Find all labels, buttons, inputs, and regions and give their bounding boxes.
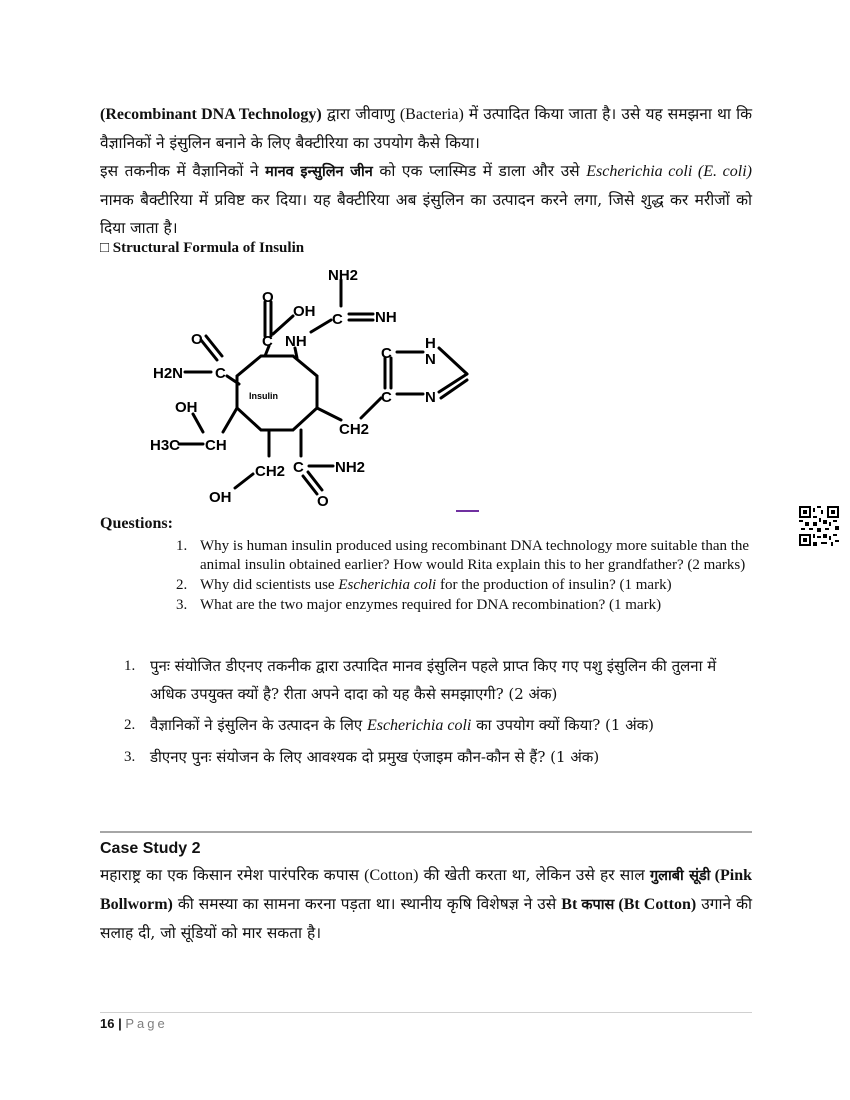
case-study-2-paragraph: महाराष्ट्र का एक किसान रमेश पारंपरिक कपास (Cotton) की खेती करता था, लेकिन उसे हर साल गुलाबी सूंडी (Pink Bollworm) की समस्या का सामना करना पड़ता था। स्थानीय कृषि विशेषज्ञ ने उसे Bt कपास (Bt Cotton) उगाने की सलाह दी, जो सूंडियों को मार सकता है।: [100, 866, 752, 942]
oh-top-label: OH: [293, 303, 316, 320]
list-item: 3. डीएनए पुनः संयोजन के लिए आवश्यक दो प्रमुख एंजाइम कौन-कौन से हैं? (1 अंक): [124, 748, 600, 766]
list-item: 1. पुनः संयोजित डीएनए तकनीक द्वारा उत्पादित मानव इंसुलिन पहले प्राप्त किए गए पशु इंसुलिन की तुलना में अधिक उपयुक्त क्यों है? रीता अपने दादा को यह कैसे समझाएगी? (2 अंक): [124, 657, 717, 703]
list-item: 1. Why is human insulin produced using recombinant DNA technology more suitable than the animal insulin obtained earlier? How would Rita explain this to her grandfather? (2 marks): [176, 538, 750, 573]
c-imine-label: C: [332, 311, 343, 328]
n-imid1-label: N: [425, 351, 436, 368]
hindi-questions-list: [124, 652, 756, 774]
list-item: 2. Why did scientists use Escherichia coli for the production of insulin? (1 mark): [176, 577, 672, 593]
oh-bottom-label: OH: [209, 489, 232, 506]
ring-label: Insulin: [249, 391, 278, 401]
intro-paragraph: (Recombinant DNA Technology) द्वारा जीवाणु (Bacteria) में उत्पादित किया जाता है। उसे यह समझना था कि वैज्ञानिकों ने इंसुलिन बनाने के लिए बैक्टीरिया का उपयोग कैसे किया। इस तकनीक में वैज्ञानिकों ने मानव इन्सुलिन जीन को एक प्लास्मिड में डाला और उसे Escherichia coli (E. coli) नामक बैक्टीरिया में प्रविष्ट कर दिया। यह बैक्टीरिया अब इंसुलिन का उत्पादन करने लगा, जिसे शुद्ध कर मरीजों को दिया जाता है।: [100, 105, 752, 237]
questions-title: Questions:: [100, 515, 173, 532]
list-item: 3. What are the two major enzymes required for DNA recombination? (1 mark): [176, 597, 662, 613]
insulin-structure-diagram: [145, 262, 485, 512]
nh-imine-label: NH: [375, 309, 397, 326]
list-item: 2. वैज्ञानिकों ने इंसुलिन के उत्पादन के लिए Escherichia coli का उपयोग क्यों किया? (1 अंक): [124, 716, 655, 734]
case-study-2-title: Case Study 2: [100, 840, 201, 857]
ch2-bottom-label: CH2: [255, 463, 286, 480]
page-footer: 16 | Page: [100, 1016, 168, 1031]
nh2-bottom-label: NH2: [335, 459, 366, 476]
h2n-label: H2N: [153, 365, 184, 382]
page-label: Page: [125, 1016, 168, 1031]
ch-left-label: CH: [205, 437, 227, 454]
c-imid2-label: C: [381, 389, 392, 406]
nh-ring-label: NH: [285, 333, 307, 350]
page-number: 16: [100, 1016, 115, 1031]
c-top-label: C: [262, 333, 273, 350]
o-bottom-label: O: [317, 493, 329, 510]
c-imid1-label: C: [381, 345, 392, 362]
nh2-top-label: NH2: [328, 267, 359, 284]
c-bottom-label: C: [293, 459, 304, 476]
qr-code-icon: [799, 506, 839, 546]
o-left-label: O: [191, 331, 203, 348]
structure-heading: □ Structural Formula of Insulin: [100, 240, 305, 256]
ch2-right-label: CH2: [339, 421, 370, 438]
h3c-label: H3C: [150, 437, 181, 454]
h-imid-label: H: [425, 335, 436, 352]
n-imid2-label: N: [425, 389, 436, 406]
human-insulin-gene-term: मानव इन्सुलिन जीन: [265, 164, 373, 180]
section-divider: [100, 831, 752, 833]
c-left-label: C: [215, 365, 226, 382]
english-questions-list: [176, 537, 756, 616]
footer-divider: [100, 1012, 752, 1013]
recombinant-term: (Recombinant DNA Technology): [100, 106, 322, 123]
o-top-label: O: [262, 289, 274, 306]
oh-left-label: OH: [175, 399, 198, 416]
